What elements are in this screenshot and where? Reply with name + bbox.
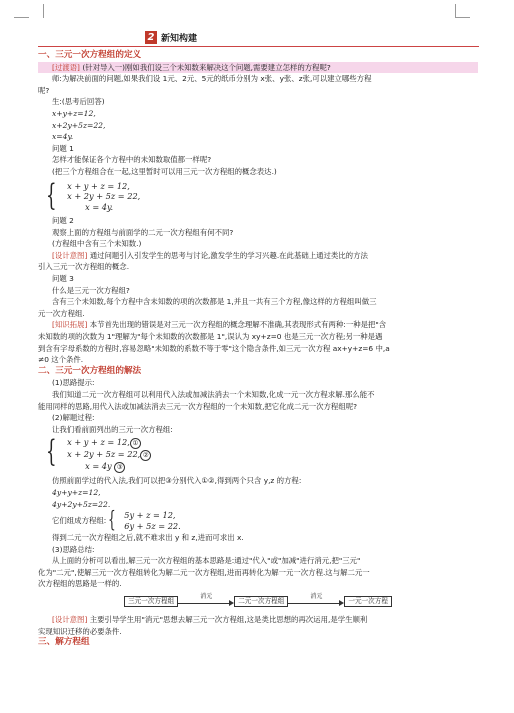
crop-mark-top-left-h	[14, 17, 29, 18]
definition-text: 含有三个未知数,每个方程中含未知数的项的次数都是 1,并且一共有三个方程,像这样的方程组叫做三	[52, 297, 377, 307]
design-text-cont: 引入三元一次方程组的概念.	[38, 262, 130, 272]
paragraph: 从上面的分析可以看出,解三元一次方程组的基本思路是:通过"代入"或"加减"进行消元,把"三元"	[52, 556, 361, 566]
paragraph: 生:(思考后回答)	[52, 97, 105, 107]
design-intent	[38, 614, 478, 626]
brace-symbol: {	[108, 508, 116, 534]
paragraph: 呢?	[38, 85, 50, 95]
system-row: 6y + 5z = 22.	[124, 520, 181, 531]
paragraph: 化为"二元",使解三元一次方程组转化为解二元一次方程组,进而再转化为解一元一次方程.这与解二元一	[38, 567, 370, 577]
question-text: 什么是三元一次方程组?	[52, 285, 130, 295]
brace-symbol: {	[46, 177, 57, 213]
section-header	[145, 30, 197, 44]
equation-system	[46, 177, 478, 213]
transition-tag: [过渡语]	[52, 62, 80, 72]
question-note: (方程组中含有三个未知数.)	[52, 239, 142, 249]
flow-arrow	[178, 594, 234, 608]
transition-text: (针对导入一)刚如我们设三个未知数来解决这个问题,需要建立怎样的方程呢?	[82, 62, 331, 72]
paragraph: 我们知道二元一次方程组可以利用代入法或加减法消去一个未知数,化成一元一次方程求解.那么能不	[52, 389, 375, 399]
heading-solve-system: 三、解方程组	[38, 637, 90, 648]
crop-mark-top-left	[29, 4, 44, 18]
circled-number: ②	[140, 450, 151, 461]
extension-text: 本节首先出现的错误是对三元一次方程组的概念理解不准确,其表现形式有两种:一种是把"含	[89, 320, 387, 330]
paragraph: 它们组成方程组:	[52, 516, 107, 526]
paragraph: (2)解题过程:	[52, 413, 95, 423]
design-tag: [设计意图]	[52, 250, 88, 260]
system-row: x + y + z = 12,	[67, 180, 130, 191]
definition-text-cont: 元一次方程组.	[38, 308, 85, 318]
system-row: x + 2y + 5z = 22,	[67, 191, 141, 202]
equation: x+2y+5z=22,	[52, 120, 106, 130]
paragraph: 师:为解决前面的问题,如果我们设 1元、2元、5元的纸币分别为 x张、y张、z张,可以建立哪些方程	[52, 74, 372, 84]
design-text-cont: 实现知识迁移的必要条件.	[38, 626, 122, 636]
system-row: x = 4y.	[85, 201, 114, 212]
header-rule	[38, 46, 479, 47]
design-intent	[38, 250, 478, 262]
paragraph: (3)思路总结:	[52, 544, 95, 554]
brace-symbol: {	[46, 434, 57, 470]
equation-system	[46, 434, 478, 473]
flow-box-one-variable: 一元一次方程	[344, 596, 392, 607]
paragraph: 次方程组的思路是一样的.	[38, 579, 122, 589]
extension-text-cont: ≠0 这个条件.	[38, 355, 84, 365]
flow-arrow-label: 消元	[200, 593, 213, 601]
system-row: x + 2y + 5z = 22, ②	[67, 449, 151, 461]
design-text: 通过问题引入引发学生的思考与讨论,激发学生的学习兴趣.在此基础上通过类比的方法	[89, 250, 368, 260]
system-row: 5y + z = 12,	[124, 510, 176, 521]
question-label: 问题 3	[52, 274, 74, 283]
design-tag: [设计意图]	[52, 615, 88, 625]
paragraph: 能用同样的思路,用代入法或加减法消去三元一次方程组的一个未知数,把它化成二元一次方程组呢?	[38, 401, 358, 411]
question-label: 问题 2	[52, 216, 74, 226]
question-text: 观察上面的方程组与前面学的二元一次方程组有何不同?	[52, 227, 234, 237]
transition-line	[38, 62, 478, 74]
equation: 4y+y+z=12,	[52, 487, 101, 497]
section-number-badge: 2	[145, 31, 157, 44]
paragraph: 得到二元一次方程组之后,就不难求出 y 和 z,进而可求出 x.	[52, 533, 244, 543]
crop-mark-top-right-h	[455, 17, 470, 18]
extension-tag: [知识拓展]	[52, 320, 88, 330]
circled-number: ①	[130, 438, 141, 449]
section-title: 新知构建	[161, 33, 198, 44]
paragraph: (1)思路提示:	[52, 378, 95, 388]
question-label: 问题 1	[52, 143, 74, 153]
circled-number: ③	[114, 462, 125, 473]
equation: x=4y.	[52, 132, 74, 142]
flow-box-three-variable: 三元一次方程组	[124, 596, 178, 607]
question-text: 怎样才能保证各个方程中的未知数取值都一样呢?	[52, 155, 212, 165]
system-row: x = 4y ③	[67, 461, 151, 473]
paragraph: 仿照前面学过的代入法,我们可以把③分别代入①②,得到两个只含 y,z 的方程:	[52, 476, 302, 486]
equation: x+y+z=12,	[52, 108, 96, 118]
crop-mark-top-right	[455, 4, 470, 18]
extension-text-cont: 到含有字母系数的方程时,容易忽略"未知数的系数不等于零"这个隐含条件,如三元一次方程 ax+y+z=6 中,a	[38, 343, 390, 353]
paragraph: 让我们看前面列出的三元一次方程组:	[52, 424, 173, 434]
flow-box-two-variable: 二元一次方程组	[234, 596, 288, 607]
heading-solution-method: 二、三元一次方程组的解法	[38, 365, 142, 376]
equation: 4y+2y+5z=22.	[52, 499, 111, 509]
combined-system	[38, 510, 478, 532]
flow-arrow	[288, 594, 344, 608]
system-row: x + y + z = 12, ①	[67, 437, 151, 449]
content	[38, 50, 478, 649]
knowledge-extension	[38, 319, 478, 331]
design-text: 主要引导学生用"消元"思想去解三元一次方程组,这是类比思想的再次运用,是学生顺利	[89, 615, 368, 625]
flow-arrow-label: 消元	[310, 593, 323, 601]
heading-definition: 一、三元一次方程组的定义	[38, 50, 142, 60]
elimination-flow-diagram	[38, 594, 478, 608]
extension-text-cont: 未知数的项的次数为 1"理解为"每个未知数的次数都是 1",误认为 xy+z=0 也是三元一次方程;另一种是遇	[38, 331, 383, 341]
question-note: (把三个方程组合在一起,这里暂时可以用三元一次方程组的概念表达.)	[52, 166, 277, 176]
